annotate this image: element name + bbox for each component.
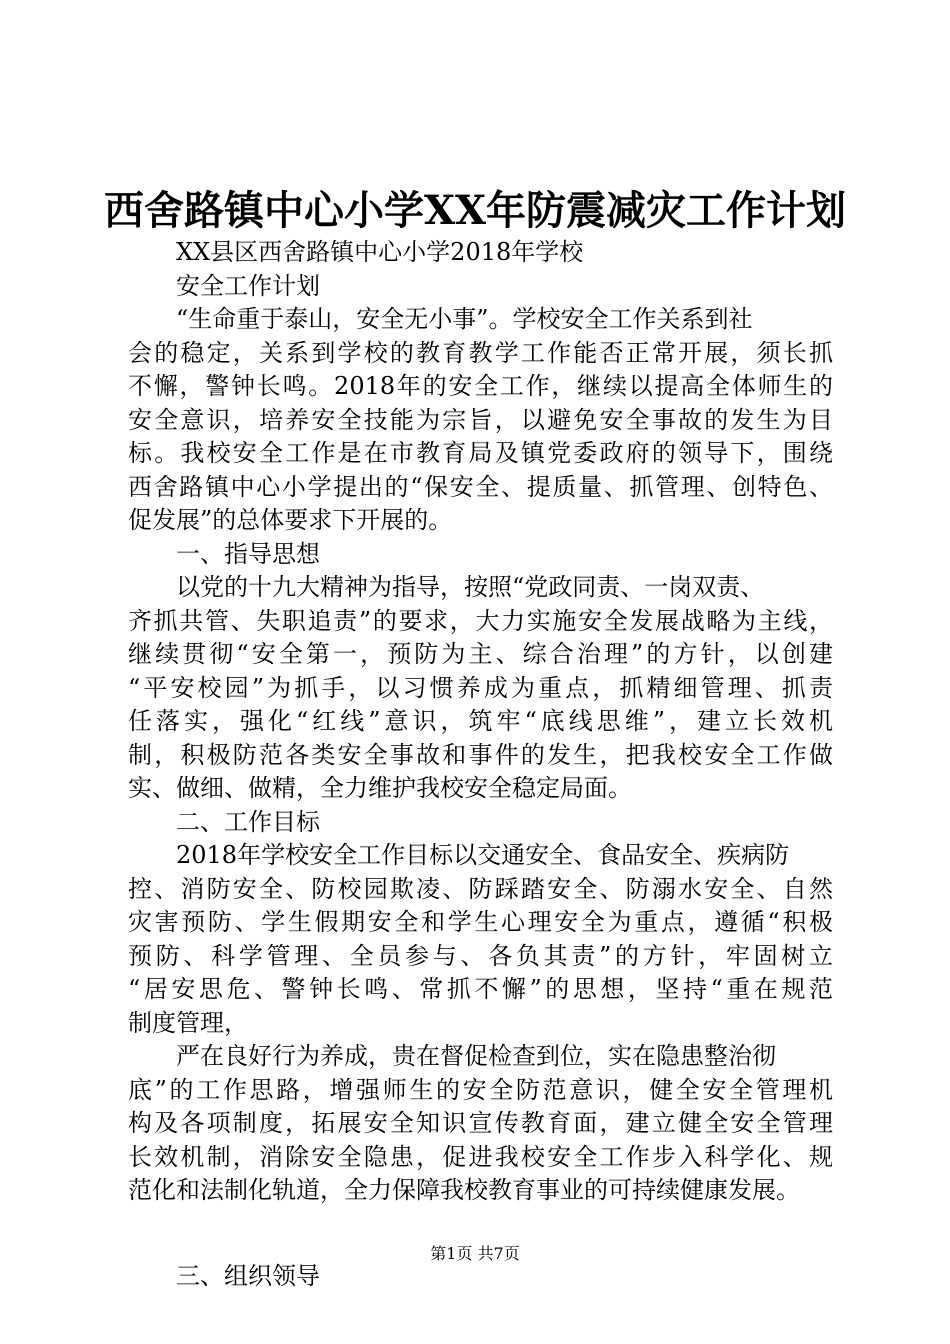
subtitle-line-1: XX县区西舍路镇中心小学2018年学校: [176, 238, 584, 266]
page-number-footer: 第1页 共7页: [430, 1244, 520, 1263]
paragraph-line: 灾害预防、学生假期安全和学生心理安全为重点，遵循“积极: [128, 908, 833, 936]
paragraph-line: 构及各项制度，拓展安全知识宣传教育面，建立健全安全管理: [128, 1109, 833, 1137]
paragraph-line: 实、做细、做精，全力维护我校安全稳定局面。: [128, 774, 632, 802]
paragraph-line: 制，积极防范各类安全事故和事件的发生，把我校安全工作做: [128, 740, 833, 769]
subtitle-line-2: 安全工作计划: [176, 271, 320, 300]
paragraph-line: 标。我校安全工作是在市教育局及镇党委政府的领导下，围绕: [128, 439, 833, 467]
section-heading-organization: 三、组织领导: [176, 1261, 320, 1290]
paragraph-line: 以党的十九大精神为指导，按照“党政同责、一岗双责、: [176, 573, 765, 601]
document-title: 西舍路镇中心小学XX年防震减灾工作计划: [103, 187, 847, 234]
paragraph-line: 任落实，强化“红线”意识，筑牢“底线思维”，建立长效机: [128, 707, 833, 735]
section-heading-guiding-thought: 一、指导思想: [176, 539, 320, 568]
paragraph-line: 继续贯彻“安全第一，预防为主、综合治理”的方针，以创建: [128, 640, 833, 668]
paragraph-line: 2018年学校安全工作目标以交通安全、食品安全、疾病防: [176, 841, 790, 869]
paragraph-line: 范化和法制化轨道，全力保障我校教育事业的可持续健康发展。: [128, 1176, 800, 1204]
paragraph-line: “生命重于泰山，安全无小事”。学校安全工作关系到社: [176, 305, 753, 333]
paragraph-line: “居安思危、警钟长鸣、常抓不懈”的思想，坚持“重在规范: [128, 975, 833, 1003]
paragraph-line: 会的稳定，关系到学校的教育教学工作能否正常开展，须长抓: [128, 338, 833, 367]
section-heading-work-goals: 二、工作目标: [176, 807, 320, 836]
paragraph-line: 制度管理，: [128, 1008, 248, 1037]
paragraph-line: 齐抓共管、失职追责”的要求，大力实施安全发展战略为主线，: [128, 606, 833, 635]
paragraph-line: 安全意识，培养安全技能为宗旨，以避免安全事故的发生为目: [128, 405, 833, 434]
paragraph-line: 西舍路镇中心小学提出的“保安全、提质量、抓管理、创特色、: [128, 472, 833, 501]
paragraph-line: 严在良好行为养成，贵在督促检查到位，实在隐患整治彻: [176, 1042, 776, 1070]
paragraph-line: 预防、科学管理、全员参与、各负其责”的方针，牢固树立: [128, 941, 833, 970]
paragraph-line: 底”的工作思路，增强师生的安全防范意识，健全安全管理机: [128, 1075, 833, 1104]
paragraph-line: 长效机制，消除安全隐患，促进我校安全工作步入科学化、规: [128, 1142, 833, 1171]
paragraph-line: 控、消防安全、防校园欺凌、防踩踏安全、防溺水安全、自然: [128, 874, 833, 903]
paragraph-line: 不懈，警钟长鸣。2018年的安全工作，继续以提高全体师生的: [128, 372, 833, 400]
paragraph-line: “平安校园”为抓手，以习惯养成为重点，抓精细管理、抓责: [128, 673, 833, 702]
paragraph-line: 促发展”的总体要求下开展的。: [128, 506, 453, 534]
document-body: [128, 236, 833, 1293]
